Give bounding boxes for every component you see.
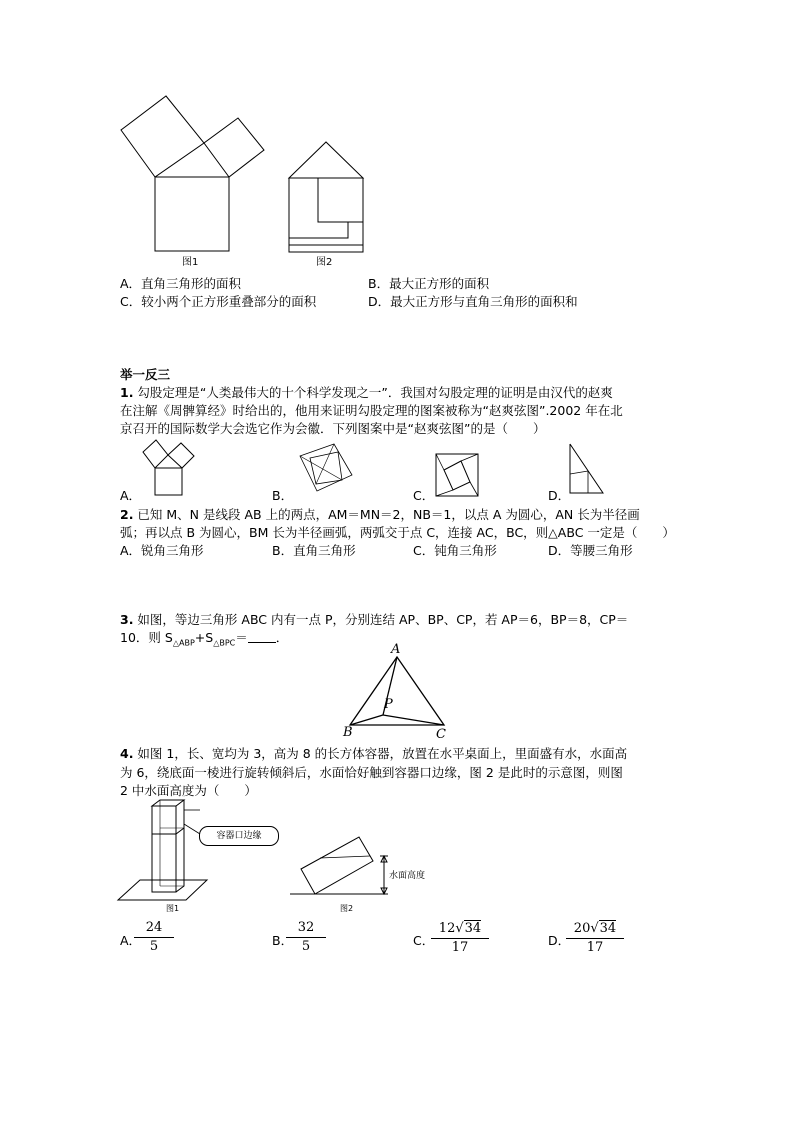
q4-option-d-fraction (566, 920, 624, 956)
q1-option-d: D． (548, 488, 571, 503)
q3-number: 3. (120, 612, 134, 627)
q4-option-c-denominator: 17 (451, 940, 469, 955)
q1-text-line3: 京召开的国际数学大会选它作为会徽．下列图案中是“赵爽弦图”的是（ ） (120, 421, 546, 436)
q3-text-line1: 如图，等边三角形 ABC 内有一点 P，分别连结 AP、BP、CP，若 AP＝6，BP＝8，CP＝ (133, 612, 629, 627)
q1-option-b: B． (272, 488, 294, 503)
q4-option-b-numerator: 32 (297, 920, 315, 935)
q3-label-p: P (384, 697, 393, 712)
q4-option-c-radicand: 34 (464, 921, 482, 936)
q1-text-line1: 勾股定理是“人类最伟大的十个科学发现之一”．我国对勾股定理的证明是由汉代的赵爽 (133, 385, 613, 400)
q4-callout-container-rim: 容器口边缘 (199, 826, 279, 846)
fraction-bar (134, 937, 174, 938)
q4-text-line1: 如图 1，长、宽均为 3，高为 8 的长方体容器，放置在水平桌面上，里面盛有水，水面高 (133, 746, 628, 761)
q4-option-d-coefficient: 20 (573, 921, 591, 936)
figure-1-caption: 图1 (182, 257, 199, 268)
q4-option-b: B． (272, 933, 294, 948)
q3-label-c: C (436, 727, 446, 742)
q3-answer-blank (248, 630, 276, 643)
q0-option-a: A．直角三角形的面积 (120, 276, 242, 291)
q4-option-a-denominator: 5 (149, 939, 159, 954)
q4-option-c-coefficient: 12 (438, 921, 456, 936)
q3-text-line2-pre: 10．则 S (120, 630, 173, 645)
q2-option-d: D．等腰三角形 (548, 543, 633, 558)
fraction-bar (431, 938, 489, 939)
q2-option-b: B．直角三角形 (272, 543, 356, 558)
q4-option-a-fraction (134, 920, 174, 955)
q1-option-a: A． (120, 488, 142, 503)
q3-text-line2-mid: +S (194, 630, 214, 645)
fraction-bar (566, 938, 624, 939)
q4-water-height-label: 水面高度 (389, 871, 426, 881)
q4-text-line3: 2 中水面高度为（ ） (120, 783, 257, 798)
q4-figure-1-caption: 图1 (166, 904, 180, 913)
q2-text-line1: 已知 M、N 是线段 AB 上的两点，AM＝MN＝2，NB＝1，以点 A 为圆心，AN 长为半径画 (133, 507, 640, 522)
q3-subscript-bpc: △BPC (213, 638, 236, 648)
q4-option-c-fraction (431, 920, 489, 956)
figure-2-caption: 图2 (316, 257, 333, 268)
q0-option-c: C．较小两个正方形重叠部分的面积 (120, 294, 317, 309)
q4-option-d-denominator: 17 (586, 940, 604, 955)
q4-figure-2-caption: 图2 (340, 904, 354, 913)
q1-number: 1. (120, 385, 134, 400)
q4-option-a: A． (120, 933, 142, 948)
q3-label-b: B (343, 725, 353, 740)
q2-option-a: A．锐角三角形 (120, 543, 204, 558)
q4-option-b-denominator: 5 (301, 939, 311, 954)
q4-option-b-fraction (286, 920, 326, 955)
q4-option-a-numerator: 24 (145, 920, 163, 935)
q4-option-d-numerator: 20√34 (573, 921, 617, 936)
q4-option-d: D． (548, 933, 571, 948)
q4-option-d-radicand: 34 (599, 921, 617, 936)
q4-option-c-numerator: 12√34 (438, 921, 482, 936)
q3-label-a: A (391, 642, 401, 657)
q3-text-line2-post: ＝ (235, 630, 248, 645)
q2-option-c: C．钝角三角形 (413, 543, 497, 558)
q0-option-d: D．最大正方形与直角三角形的面积和 (368, 294, 578, 309)
q0-option-b: B．最大正方形的面积 (368, 276, 490, 291)
q2-number: 2. (120, 507, 134, 522)
q4-number: 4. (120, 746, 134, 761)
q4-option-c: C． (413, 933, 435, 948)
q4-text-line2: 为 6，绕底面一棱进行旋转倾斜后，水面恰好触到容器口边缘，图 2 是此时的示意图，则图 (120, 765, 623, 780)
fraction-bar (286, 937, 326, 938)
section-title: 举一反三 (120, 367, 171, 382)
q1-text-line2: 在注解《周髀算经》时给出的，他用来证明勾股定理的图案被称为“赵爽弦图”.2002 年在北 (120, 403, 623, 418)
q3-subscript-abp: △ABP (172, 638, 195, 648)
q1-option-c: C． (413, 488, 435, 503)
q2-text-line2: 弧；再以点 B 为圆心，BM 长为半径画弧，两弧交于点 C，连接 AC，BC，则△ABC 一定是（ ） (120, 525, 675, 540)
q3-text-line2-end: ． (275, 630, 289, 645)
